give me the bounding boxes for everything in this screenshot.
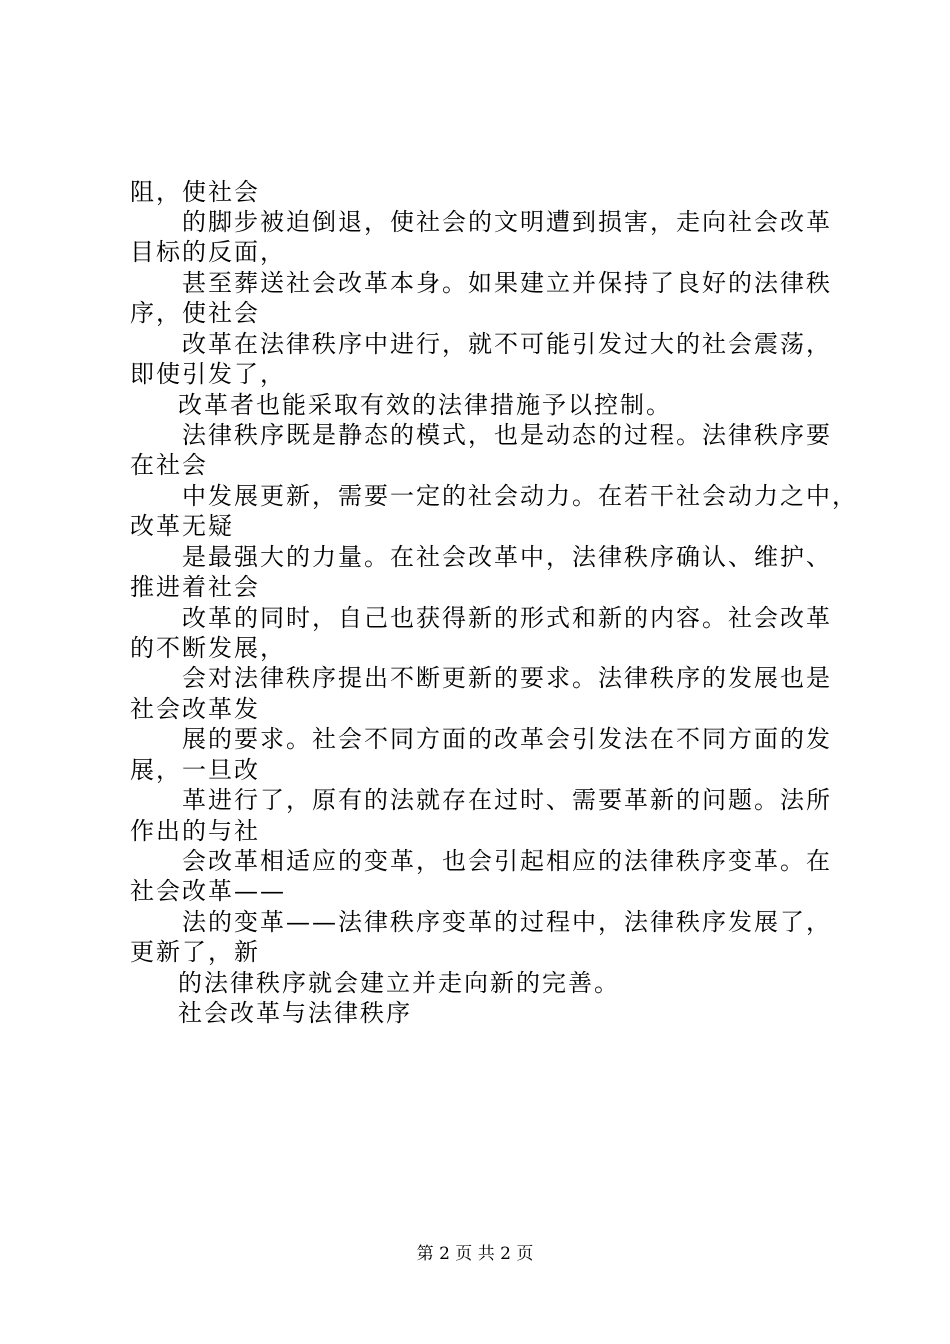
text-line: 更新了，新 — [130, 938, 260, 966]
text-line: 在社会 — [130, 451, 208, 479]
text-line: 甚至葬送社会改革本身。如果建立并保持了良好的法律秩 — [182, 269, 832, 297]
text-line: 的法律秩序就会建立并走向新的完善。 — [178, 969, 620, 997]
text-line: 推进着社会 — [130, 573, 260, 601]
text-line: 中发展更新，需要一定的社会动力。在若干社会动力之中， — [182, 482, 858, 510]
text-line: 法律秩序既是静态的模式，也是动态的过程。法律秩序要 — [182, 421, 832, 449]
text-line: 改革无疑 — [130, 512, 234, 540]
text-line: 会改革相适应的变革，也会引起相应的法律秩序变革。在 — [182, 847, 832, 875]
text-line: 作出的与社 — [130, 817, 260, 845]
text-line: 是最强大的力量。在社会改革中，法律秩序确认、维护、 — [182, 543, 832, 571]
text-line: 革进行了，原有的法就存在过时、需要革新的问题。法所 — [182, 786, 832, 814]
page-number-footer: 第 2 页 共 2 页 — [416, 1244, 534, 1264]
text-line: 即使引发了， — [130, 360, 286, 388]
text-line: 展，一旦改 — [130, 756, 260, 784]
text-line: 会对法律秩序提出不断更新的要求。法律秩序的发展也是 — [182, 664, 832, 692]
text-line: 序，使社会 — [130, 299, 260, 327]
text-line: 的不断发展， — [130, 634, 286, 662]
text-line: 社会改革与法律秩序 — [178, 999, 412, 1027]
text-line: 改革在法律秩序中进行，就不可能引发过大的社会震荡， — [182, 330, 832, 358]
text-line: 目标的反面， — [130, 238, 286, 266]
text-line: 改革者也能采取有效的法律措施予以控制。 — [178, 391, 672, 419]
text-line: 展的要求。社会不同方面的改革会引发法在不同方面的发 — [182, 725, 832, 753]
text-line: 阻，使社会 — [130, 178, 260, 206]
text-line: 法的变革——法律秩序变革的过程中，法律秩序发展了， — [182, 908, 832, 936]
text-line: 改革的同时，自己也获得新的形式和新的内容。社会改革 — [182, 604, 832, 632]
text-line: 社会改革—— — [130, 877, 286, 905]
text-line: 的脚步被迫倒退，使社会的文明遭到损害，走向社会改革 — [182, 208, 832, 236]
text-line: 社会改革发 — [130, 695, 260, 723]
